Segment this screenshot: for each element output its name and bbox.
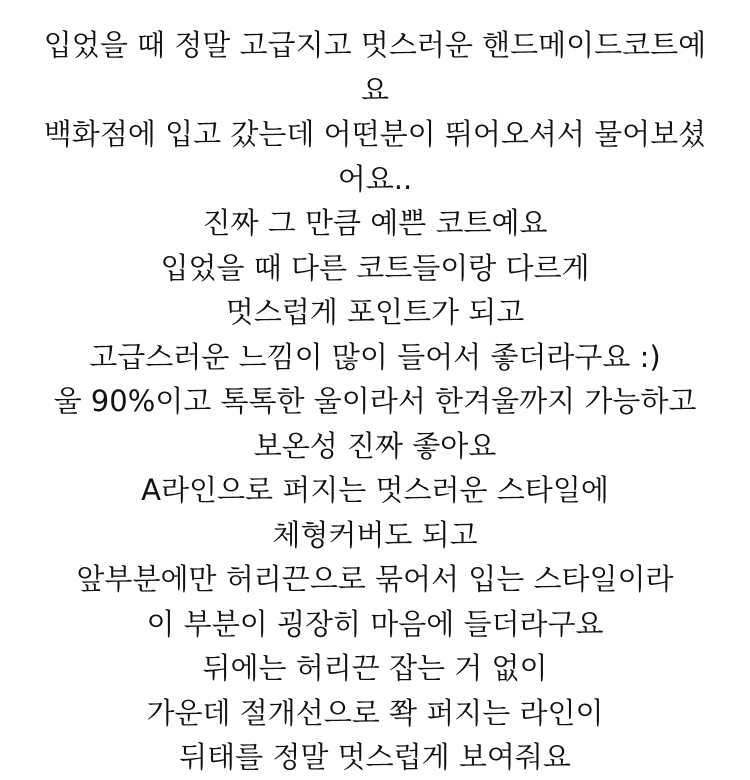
review-line-6: 입었을 때 다른 코트들이랑 다르게 [160,250,590,285]
review-line-15: 뒤에는 허리끈 잡는 거 없이 [202,651,548,685]
review-line-1: 입었을 때 정말 고급지고 멋스러운 핸드메이드코트예 [43,28,707,62]
review-line-8: 고급스러운 느낌이 많이 들어서 좋더라구요 :) [89,339,661,374]
review-line-9: 울 90%이고 톡톡한 울이라서 한겨울까지 가능하고 [53,384,697,418]
review-line-10: 보온성 진짜 좋아요 [253,428,497,463]
review-line-2: 요 [360,72,389,107]
review-line-3: 백화점에 입고 갔는데 어떤분이 뛰어오셔서 물어보셨 [43,117,707,151]
review-line-12: 체형커버도 되고 [272,517,478,552]
review-line-17: 뒤태를 정말 멋스럽게 보여줘요 [179,740,571,774]
review-line-11: A라인으로 퍼지는 멋스러운 스타일에 [141,473,609,507]
review-line-7: 멋스럽게 포인트가 되고 [225,295,525,329]
review-line-14: 이 부분이 굉장히 마음에 들더라구요 [146,606,604,641]
review-line-4: 어요.. [337,161,413,196]
review-line-13: 앞부분에만 허리끈으로 묶어서 입는 스타일이라 [76,562,674,596]
review-line-16: 가운데 절개선으로 쫙 퍼지는 라인이 [146,695,604,730]
review-text-block [0,23,750,780]
review-line-5: 진짜 그 만큼 예쁜 코트예요 [202,206,548,240]
